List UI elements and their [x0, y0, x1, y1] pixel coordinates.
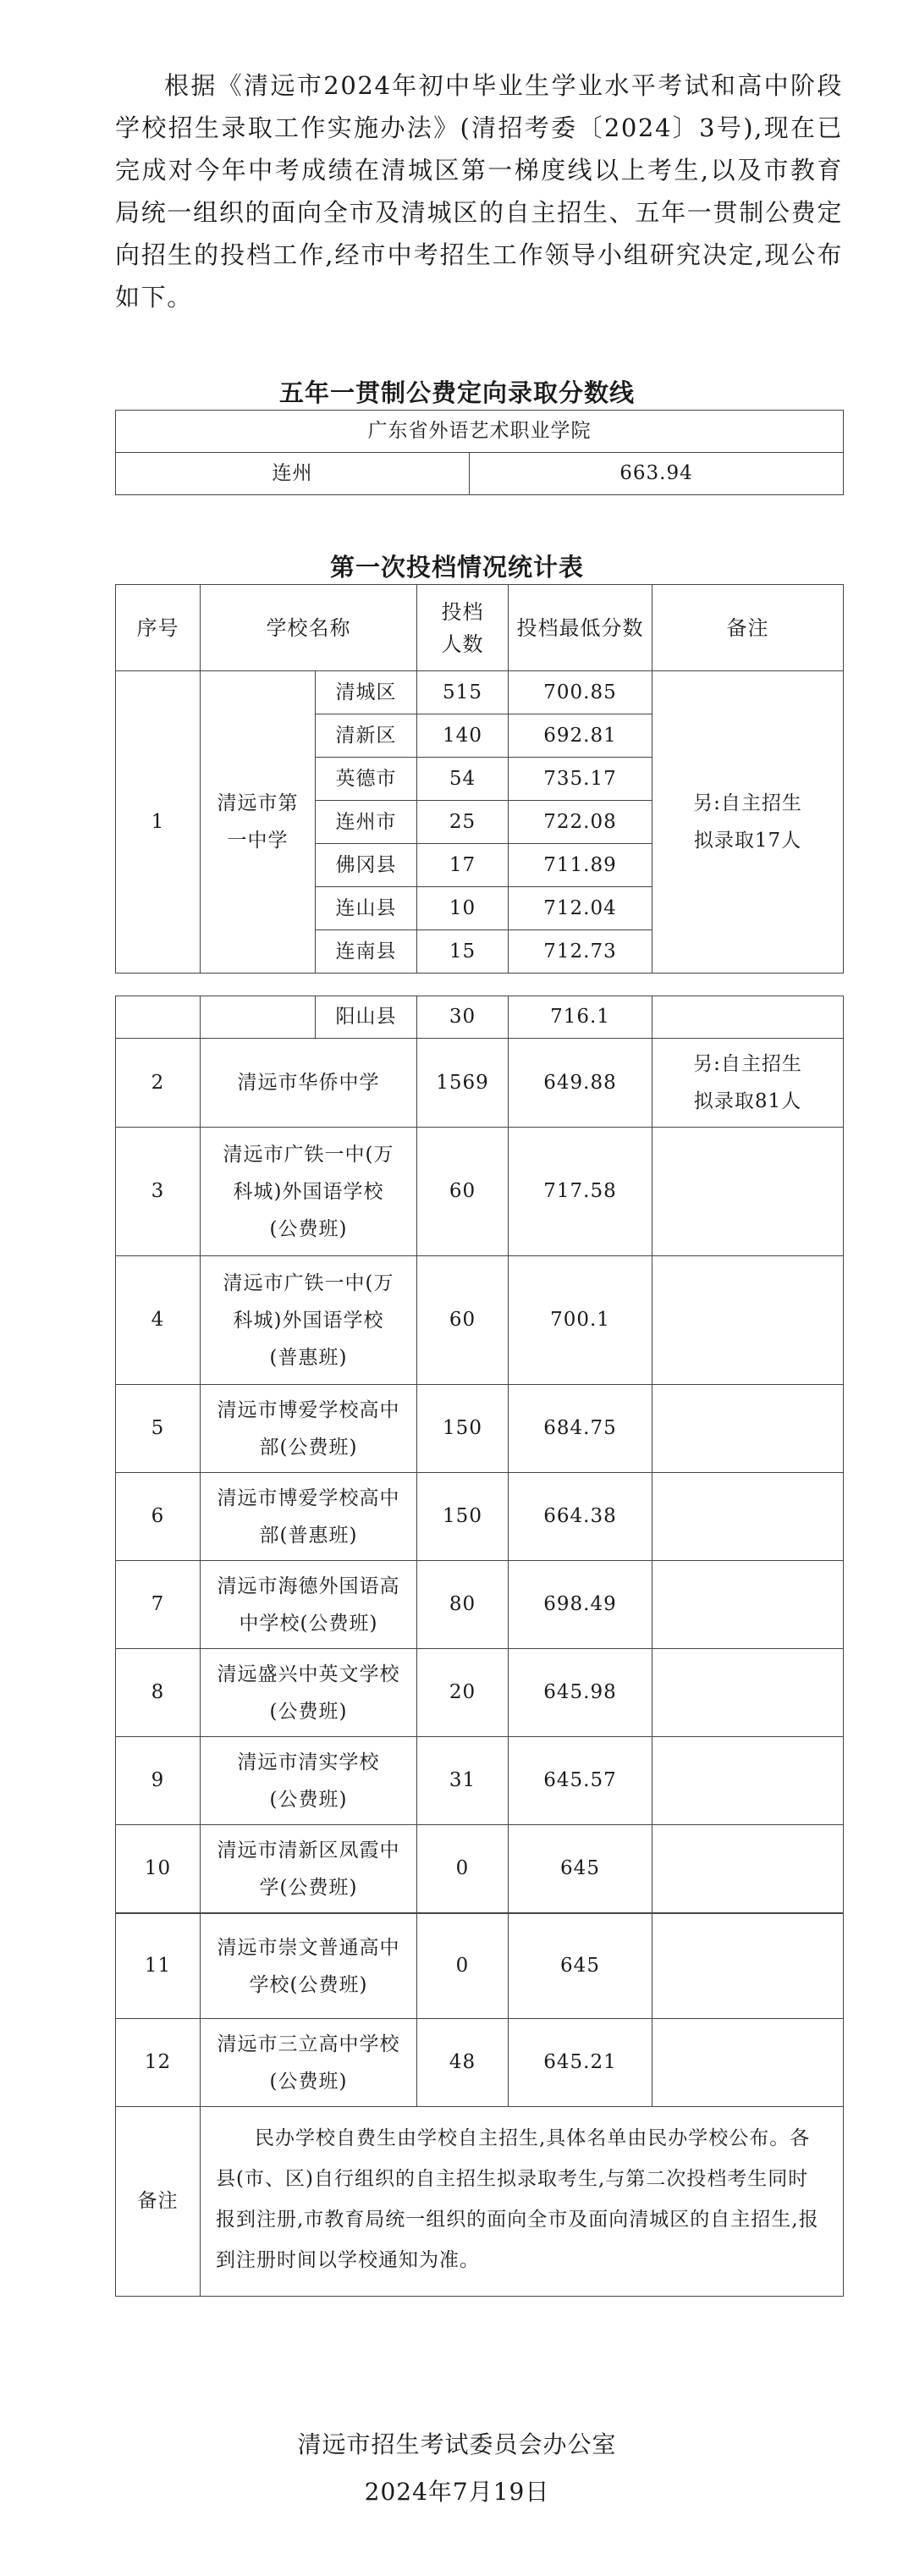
table-row	[116, 1039, 844, 1128]
score: 645.21	[509, 2019, 652, 2107]
intro-paragraph: 根据《清远市2024年初中毕业生学业水平考试和高中阶段学校招生录取工作实施办法》(清招考委〔2024〕3号),现在已完成对今年中考成绩在清城区第一梯度线以上考生,以及市教育局统一组织的面向全市及清城区的自主招生、五年一贯制公费定向招生的投档工作,经市中考招生工作领导小组研究决定,现公布如下。	[115, 71, 843, 312]
footer-date: 2024年7月19日	[364, 2478, 550, 2506]
row-no: 5	[116, 1385, 201, 1473]
empty-cell	[652, 1825, 844, 1913]
school-name-line: 学校(公费班)	[249, 1973, 368, 1996]
count: 60	[417, 1128, 509, 1256]
header-no: 序号	[116, 585, 201, 671]
row-no: 7	[116, 1561, 201, 1649]
footer-org: 清远市招生考试委员会办公室	[297, 2430, 617, 2458]
count: 10	[417, 887, 509, 930]
school2-no: 2	[116, 1039, 201, 1128]
score: 645.98	[509, 1649, 652, 1737]
empty-cell	[652, 1128, 844, 1256]
school-name-line: 清远市广铁一中(万	[223, 1143, 394, 1166]
school-name-line: 清远市崇文普通高中	[217, 1936, 400, 1959]
row-no: 3	[116, 1128, 201, 1256]
school-name-line: 清远盛兴中英文学校	[217, 1663, 400, 1685]
table-row	[116, 1914, 844, 2019]
school2-remark	[652, 1039, 844, 1128]
table-row	[116, 1561, 844, 1649]
row-no: 6	[116, 1473, 201, 1561]
score: 664.38	[509, 1473, 652, 1561]
district: 佛冈县	[316, 844, 417, 887]
school-name-line: (公费班)	[269, 1217, 348, 1240]
school-name	[201, 1385, 417, 1473]
school-name-line: 学(公费班)	[259, 1876, 358, 1899]
header-count-line2: 人数	[441, 632, 484, 656]
count: 0	[417, 1825, 509, 1913]
row-no: 8	[116, 1649, 201, 1737]
school-name-line: 部(普惠班)	[259, 1524, 358, 1547]
school2-remark-line2: 拟录取81人	[693, 1090, 802, 1112]
table-row	[116, 1256, 844, 1385]
row-no: 9	[116, 1737, 201, 1825]
school-name-line: 清远市三立高中学校	[217, 2033, 400, 2055]
school1-name-line1: 清远市第	[217, 792, 299, 814]
school-name-line: 清远市清实学校	[237, 1751, 380, 1773]
empty-cell	[201, 996, 316, 1039]
school-name-line: 科城)外国语学校	[233, 1180, 384, 1203]
five-year-score: 663.94	[470, 453, 844, 495]
school1-name-line2: 一中学	[227, 830, 289, 852]
table-row	[116, 2019, 844, 2107]
score: 735.17	[509, 758, 652, 801]
five-year-region: 连州	[116, 453, 470, 495]
school2-name: 清远市华侨中学	[201, 1039, 417, 1128]
district: 连山县	[316, 887, 417, 930]
table-row	[116, 1128, 844, 1256]
header-min-score: 投档最低分数	[509, 585, 652, 671]
empty-cell	[652, 1561, 844, 1649]
header-count-line1: 投档	[441, 599, 484, 624]
score: 700.85	[509, 671, 652, 714]
table-row	[116, 1825, 844, 1913]
count: 150	[417, 1385, 509, 1473]
header-count	[417, 585, 509, 671]
empty-cell	[652, 1737, 844, 1825]
stats-header-row	[116, 585, 844, 671]
school-name	[201, 1825, 417, 1913]
school-name-line: 清远市海德外国语高	[217, 1575, 400, 1597]
school1-no: 1	[116, 671, 201, 974]
school-name-line: 清远市清新区凤霞中	[217, 1839, 400, 1862]
count: 515	[417, 671, 509, 714]
count: 15	[417, 930, 509, 974]
note-text: 民办学校自费生由学校自主招生,具体名单由民办学校公布。各县(市、区)自行组织的自主招生拟录取考生,与第二次投档考生同时报到注册,市教育局统一组织的面向全市及面向清城区的自主招生,报到注册时间以学校通知为准。	[201, 2107, 844, 2297]
school-name	[201, 1473, 417, 1561]
count: 0	[417, 1914, 509, 2019]
stats-table-part3	[115, 1913, 844, 2297]
count: 25	[417, 801, 509, 844]
score: 645	[509, 1825, 652, 1913]
table-row	[116, 1649, 844, 1737]
school1-remark-line1: 另:自主招生	[693, 792, 802, 814]
table-row	[116, 996, 844, 1039]
score: 711.89	[509, 844, 652, 887]
school-name-line: 部(公费班)	[259, 1436, 358, 1459]
table-row	[116, 671, 844, 714]
school-name-line: (公费班)	[269, 1788, 348, 1811]
count: 30	[417, 996, 509, 1039]
school1-remark	[652, 671, 844, 974]
score: 684.75	[509, 1385, 652, 1473]
five-year-table	[115, 410, 844, 495]
table-row	[116, 1737, 844, 1825]
score: 722.08	[509, 801, 652, 844]
school-name-line: 中学校(公费班)	[239, 1612, 378, 1635]
school-name-line: (公费班)	[269, 2070, 348, 2093]
row-no: 4	[116, 1256, 201, 1385]
count: 54	[417, 758, 509, 801]
district: 英德市	[316, 758, 417, 801]
school-name-line: (公费班)	[269, 1700, 348, 1723]
empty-cell	[652, 2019, 844, 2107]
score: 698.49	[509, 1561, 652, 1649]
district: 连州市	[316, 801, 417, 844]
school-name	[201, 1561, 417, 1649]
school1-name	[201, 671, 316, 974]
empty-cell	[652, 996, 844, 1039]
row-no: 10	[116, 1825, 201, 1913]
school-name-line: 清远市博爱学校高中	[217, 1487, 400, 1509]
empty-cell	[652, 1649, 844, 1737]
count: 48	[417, 2019, 509, 2107]
school-name-line: (普惠班)	[269, 1346, 348, 1369]
school2-score: 649.88	[509, 1039, 652, 1128]
score: 692.81	[509, 714, 652, 758]
five-year-school: 广东省外语艺术职业学院	[116, 411, 844, 453]
school-name-line: 清远市广铁一中(万	[223, 1271, 394, 1294]
count: 60	[417, 1256, 509, 1385]
empty-cell	[116, 996, 201, 1039]
score: 712.04	[509, 887, 652, 930]
stats-title: 第一次投档情况统计表	[329, 553, 584, 582]
school1-remark-line2: 拟录取17人	[693, 830, 802, 852]
school2-remark-line1: 另:自主招生	[693, 1053, 802, 1075]
count: 20	[417, 1649, 509, 1737]
empty-cell	[652, 1385, 844, 1473]
note-row	[116, 2107, 844, 2297]
school-name	[201, 1737, 417, 1825]
school-name	[201, 1914, 417, 2019]
school-name	[201, 1128, 417, 1256]
school-name-line: 科城)外国语学校	[233, 1309, 384, 1332]
count: 150	[417, 1473, 509, 1561]
count: 31	[417, 1737, 509, 1825]
five-year-title: 五年一贯制公费定向录取分数线	[278, 378, 635, 407]
score: 700.1	[509, 1256, 652, 1385]
district: 清新区	[316, 714, 417, 758]
row-no: 12	[116, 2019, 201, 2107]
count: 140	[417, 714, 509, 758]
empty-cell	[652, 1256, 844, 1385]
school-name	[201, 2019, 417, 2107]
score: 712.73	[509, 930, 652, 974]
count: 80	[417, 1561, 509, 1649]
row-no: 11	[116, 1914, 201, 2019]
score: 645.57	[509, 1737, 652, 1825]
stats-table-part1	[115, 584, 844, 974]
school-name-line: 清远市博爱学校高中	[217, 1398, 400, 1421]
empty-cell	[652, 1914, 844, 2019]
header-remark: 备注	[652, 585, 844, 671]
score: 717.58	[509, 1128, 652, 1256]
count: 17	[417, 844, 509, 887]
school-name	[201, 1649, 417, 1737]
header-school: 学校名称	[201, 585, 417, 671]
score: 716.1	[509, 996, 652, 1039]
table-row	[116, 1385, 844, 1473]
district: 清城区	[316, 671, 417, 714]
school-name	[201, 1256, 417, 1385]
district: 阳山县	[316, 996, 417, 1039]
stats-table-part2	[115, 996, 844, 1913]
school2-count: 1569	[417, 1039, 509, 1128]
note-label: 备注	[116, 2107, 201, 2297]
table-row	[116, 1473, 844, 1561]
score: 645	[509, 1914, 652, 2019]
empty-cell	[652, 1473, 844, 1561]
district: 连南县	[316, 930, 417, 974]
